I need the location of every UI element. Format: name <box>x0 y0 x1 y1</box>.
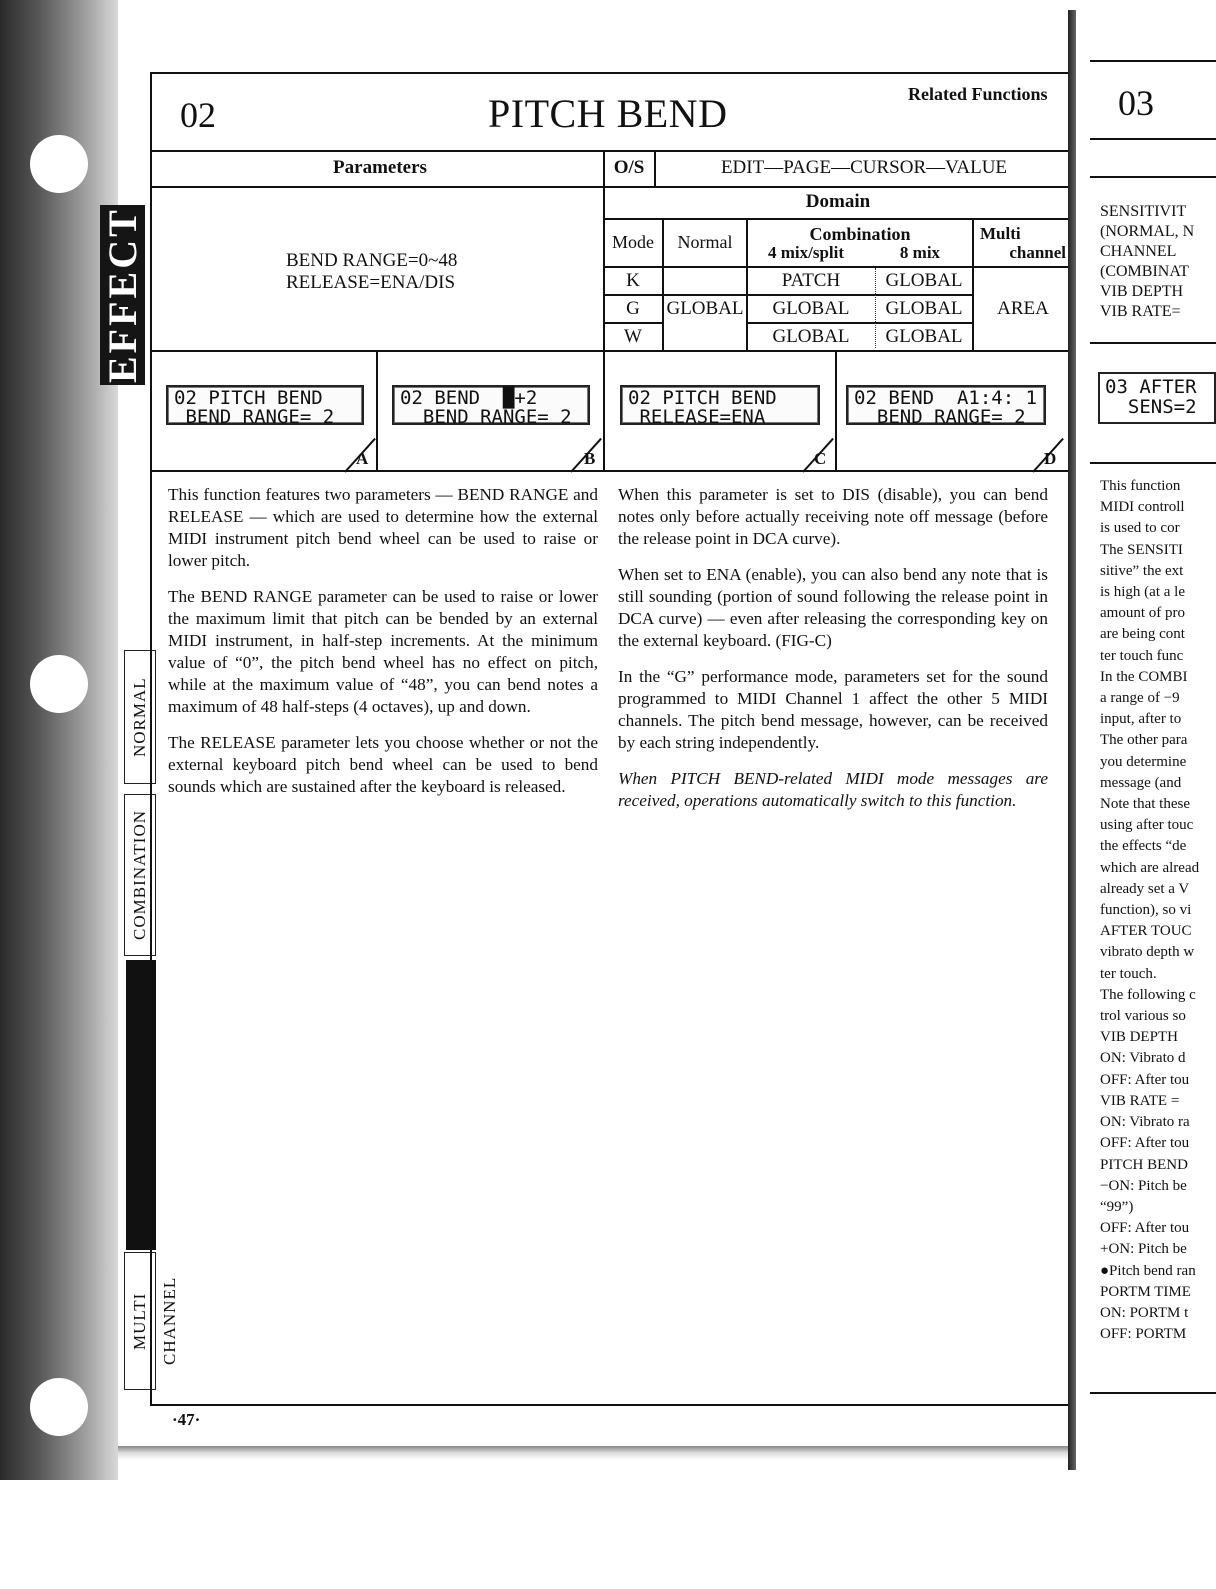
parameter-item: RELEASE=ENA/DIS <box>286 272 456 293</box>
next-page-divider <box>1090 176 1216 178</box>
text-line: MIDI controll <box>1100 499 1185 516</box>
paragraph: The BEND RANGE parameter can be used to raise or lower the maximum limit that pitch can be bended by an external MIDI instrument, in half-step increments. At the minimum value of “0”, the pitch bend wheel has no effect on pitch, while at the maximum value of “48”, you can bend notes a maximum of 48 half-steps (4 octaves), up and down. <box>168 587 598 716</box>
comb-cell: GLOBAL <box>885 270 963 291</box>
text-line: OFF: PORTM <box>1100 1326 1187 1343</box>
page-shadow <box>118 1446 1068 1460</box>
text-line: ter touch func <box>1100 647 1184 664</box>
lcd-display-c <box>620 385 820 428</box>
figure-tag-a: A <box>356 449 369 468</box>
multi-channel-tab: MULTI CHANNEL <box>124 1252 156 1390</box>
text-line: (NORMAL, N <box>1100 223 1195 240</box>
text-line: is high (at a le <box>1100 584 1185 601</box>
figure-tag-b: B <box>584 449 596 468</box>
text-line: +ON: Pitch be <box>1100 1241 1187 1258</box>
mode-cell: G <box>626 298 640 319</box>
comb-8mix-header: 8 mix <box>899 243 941 262</box>
table-divider <box>604 294 974 296</box>
table-divider <box>150 350 1072 352</box>
text-line: message (and <box>1100 774 1182 791</box>
domain-header: Domain <box>805 191 871 212</box>
parameter-item: BEND RANGE=0~48 <box>286 250 458 271</box>
text-line: the effects “de <box>1100 838 1187 855</box>
parameter-list <box>286 250 457 294</box>
text-line: ON: Vibrato d <box>1100 1050 1186 1067</box>
parameters-header: Parameters <box>333 157 427 178</box>
figure-divider <box>376 350 378 470</box>
text-line: Note that these <box>1100 796 1190 813</box>
italic-note: When PITCH BEND-related MIDI mode messages are received, operations automatically switch to this function. <box>618 769 1048 810</box>
text-line: VIB DEPTH <box>1100 1029 1178 1046</box>
table-divider <box>604 322 664 324</box>
text-line: trol various so <box>1100 1008 1186 1025</box>
lcd-display-d <box>846 385 1046 428</box>
table-divider <box>604 266 1072 268</box>
text-line: PORTM TIME <box>1100 1283 1191 1300</box>
multi-header: Multi <box>980 224 1021 243</box>
next-page-divider <box>1090 138 1216 140</box>
text-line: In the COMBI <box>1100 668 1188 685</box>
normal-header: Normal <box>677 232 733 252</box>
right-column-text <box>618 484 1048 826</box>
text-line: sitive” the ext <box>1100 562 1184 579</box>
text-line: you determine <box>1100 753 1187 770</box>
lcd-display-b <box>392 385 590 428</box>
mode-header: Mode <box>612 232 654 252</box>
edit-header: EDIT—PAGE—CURSOR—VALUE <box>720 157 1008 178</box>
binder-hole <box>30 655 88 713</box>
text-line: using after touc <box>1100 817 1194 834</box>
mode-cell: W <box>624 326 642 347</box>
table-divider <box>150 470 1072 472</box>
text-line: VIB DEPTH <box>1100 283 1184 300</box>
text-line: ter touch. <box>1100 965 1157 982</box>
figure-tag-d: D <box>1044 449 1057 468</box>
function-number: 02 <box>180 95 216 135</box>
text-line: are being cont <box>1100 626 1185 643</box>
paragraph: This function features two parameters — BEND RANGE and RELEASE — which are used to determine how the external MIDI instrument pitch bend wheel can be used to raise or lower pitch. <box>168 485 598 570</box>
table-divider <box>150 186 1072 188</box>
text-line: CHANNEL <box>1100 243 1177 260</box>
left-column-text <box>168 484 598 812</box>
binder-hole <box>30 135 88 193</box>
text-line: VIB RATE = <box>1100 1092 1180 1109</box>
text-line: a range of −9 <box>1100 690 1180 707</box>
comb-cell: GLOBAL <box>885 298 963 319</box>
binder-hole <box>30 1378 88 1436</box>
text-line: OFF: After tou <box>1100 1135 1190 1152</box>
text-line: already set a V <box>1100 880 1190 897</box>
text-line: The following c <box>1100 986 1196 1003</box>
paragraph: The RELEASE parameter lets you choose whether or not the external keyboard pitch bend wheel can be used to bend sounds which are sustained after the keyboard is released. <box>168 733 598 796</box>
next-page-divider <box>1090 342 1216 344</box>
text-line: which are alread <box>1100 859 1200 876</box>
text-line: ●Pitch bend ran <box>1100 1262 1196 1279</box>
lcd-line: SENS=2 <box>1105 396 1197 418</box>
lcd-line: BEND RANGE= 2 <box>854 406 1026 428</box>
text-line: AFTER TOUC <box>1100 923 1192 940</box>
paragraph: When this parameter is set to DIS (disable), you can bend notes only before actually receiving note off message (before the release point in DCA curve). <box>618 485 1048 548</box>
text-line: This function <box>1100 478 1181 494</box>
comb-cell: GLOBAL <box>885 326 963 347</box>
lcd-line: BEND RANGE= 2 <box>400 406 572 428</box>
mode-cell: K <box>626 270 640 291</box>
text-line: The other para <box>1100 732 1188 749</box>
dotted-separator <box>875 268 876 348</box>
lcd-line: 02 BEND █+2 <box>400 387 538 409</box>
comb-cell: PATCH <box>781 270 841 291</box>
next-page-divider <box>1090 1392 1216 1394</box>
next-page-divider <box>1090 462 1216 464</box>
text-line: vibrato depth w <box>1100 944 1195 961</box>
lcd-line: 02 PITCH BEND <box>174 387 323 409</box>
table-divider <box>748 322 974 324</box>
next-page-lcd <box>1098 372 1216 424</box>
table-divider <box>150 150 1072 152</box>
page-edge <box>1068 10 1076 1470</box>
table-divider <box>604 218 1072 220</box>
combination-header: Combination <box>809 224 911 244</box>
lcd-display-a <box>166 385 364 428</box>
text-line: amount of pro <box>1100 605 1185 622</box>
combination-tab: COMBINATION <box>124 794 156 956</box>
next-page-body <box>1100 476 1216 1345</box>
text-line: input, after to <box>1100 711 1182 728</box>
text-line: “99”) <box>1100 1198 1134 1215</box>
related-functions-label: Related Functions <box>908 84 1048 104</box>
paragraph: When set to ENA (enable), you can also bend any note that is still sounding (portion of sound following the release point in DCA curve) — even after releasing the corresponding key on the external keyboard. (FIG-C) <box>618 565 1048 650</box>
page-number: ·47· <box>172 1410 201 1429</box>
comb-cell: GLOBAL <box>772 326 850 347</box>
text-line: SENSITIVIT <box>1100 203 1187 220</box>
text-line: OFF: After tou <box>1100 1220 1190 1237</box>
normal-tab: NORMAL <box>124 650 156 784</box>
text-line: VIB RATE= <box>1100 303 1181 320</box>
os-header: O/S <box>613 157 645 178</box>
page-title: PITCH BEND <box>488 91 728 136</box>
text-line: function), so vi <box>1100 902 1192 919</box>
multi-value: AREA <box>997 298 1049 319</box>
next-page-params <box>1100 202 1216 322</box>
comb-cell: GLOBAL <box>772 298 850 319</box>
figure-tag-c: C <box>814 449 827 468</box>
paragraph: In the “G” performance mode, parameters set for the sound programmed to MIDI Channel 1 affect the other 5 MIDI channels. The pitch bend message, however, can be received by each string independently. <box>618 667 1048 752</box>
text-line: OFF: After tou <box>1100 1071 1190 1088</box>
text-line: The SENSITI <box>1100 541 1183 558</box>
multi-header-channel: channel <box>1009 243 1066 262</box>
normal-value: GLOBAL <box>666 298 744 319</box>
text-line: −ON: Pitch be <box>1100 1177 1187 1194</box>
text-line: ON: Vibrato ra <box>1100 1114 1190 1131</box>
lcd-line: RELEASE=ENA <box>628 406 766 428</box>
text-line: is used to cor <box>1100 520 1180 537</box>
text-line: ON: PORTM t <box>1100 1304 1189 1321</box>
next-page-divider <box>1090 60 1216 62</box>
next-function-number: 03 <box>1118 83 1154 123</box>
effect-tab: EFFECT <box>100 205 145 385</box>
lcd-line: 02 PITCH BEND <box>628 387 777 409</box>
comb-4mix-header: 4 mix/split <box>767 243 845 262</box>
text-line: PITCH BEND <box>1100 1156 1188 1173</box>
figure-divider <box>835 350 837 470</box>
lcd-line: 03 AFTER <box>1105 376 1197 398</box>
lcd-line: BEND RANGE= 2 <box>174 406 335 428</box>
text-line: (COMBINAT <box>1100 263 1189 280</box>
lcd-line: 02 BEND A1:4: 1 <box>854 387 1038 409</box>
